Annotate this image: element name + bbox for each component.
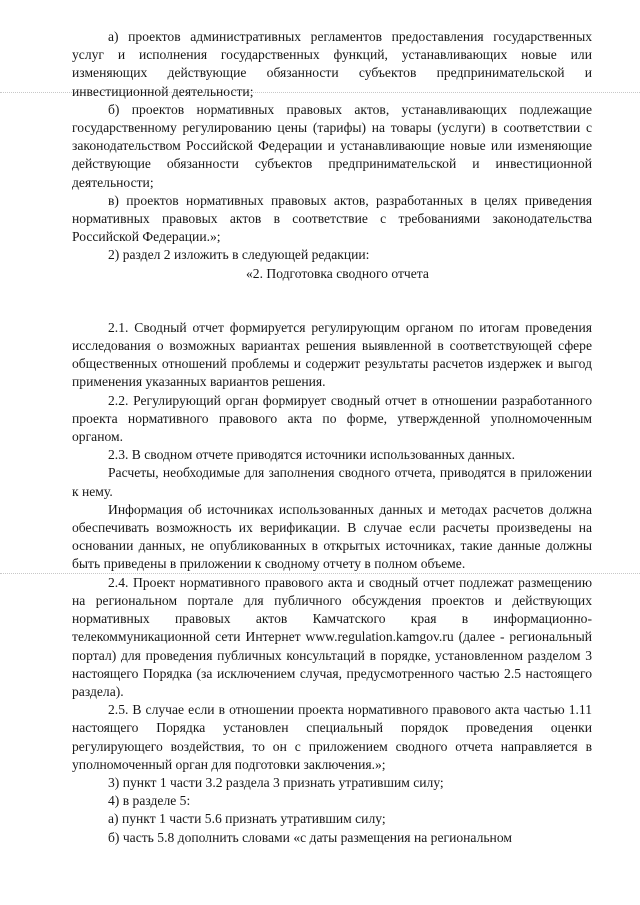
blank-line bbox=[72, 283, 592, 301]
paragraph: 3) пункт 1 части 3.2 раздела 3 признать утратившим силу; bbox=[108, 774, 444, 790]
paragraph: 2.3. В сводном отчете приводятся источники использованных данных. bbox=[108, 447, 516, 463]
paragraph: 2.2. Регулирующий орган формирует сводный отчет в отношении разработанного проекта нормативного правового акта по форме, утвержденной уполномоченным органом. bbox=[72, 392, 592, 445]
paragraph: Информация об источниках использованных данных и методах расчетов должна обеспечивать возможность их верификации. В случае если расчеты произведены на основании данных, не опубликованных в открытых источниках, такие данные должны быть приведены в приложении к сводному отчету в полном объеме. bbox=[72, 501, 592, 572]
paragraph: 4) в разделе 5: bbox=[108, 793, 191, 809]
paragraph: 2.5. В случае если в отношении проекта нормативного правового акта частью 1.11 настоящего Порядка установлен специальный порядок проведения оценки регулирующего воздействия, то он с приложением сводного отчета направляется в уполномоченный орган для подготовки заключения.»; bbox=[72, 702, 592, 772]
paragraph: Расчеты, необходимые для заполнения сводного отчета, приводятся в приложении к нему. bbox=[72, 465, 592, 499]
paragraph: б) часть 5.8 дополнить словами «с даты размещения на региональном bbox=[108, 829, 512, 845]
paragraph: а) пункт 1 части 5.6 признать утратившим силу; bbox=[108, 811, 386, 827]
section-heading: «2. Подготовка сводного отчета bbox=[246, 265, 429, 281]
paragraph: а) проектов административных регламентов предоставления государственных услуг и исполнения государственных функций, устанавливающих новые или изменяющих действующие обязанности субъектов предпринимательской и инвестиционной деятельности; bbox=[72, 29, 592, 99]
blank-line bbox=[72, 301, 592, 319]
document-body bbox=[72, 28, 592, 847]
paragraph: 2.4. Проект нормативного правового акта и сводный отчет подлежат размещению на региональном портале для публичного обсуждения проектов и действующих нормативных правовых актов Камчатского края в информационно-телекоммуникационной сети Интернет www.regulation.kamgov.ru (далее - региональный портал) для проведения публичных консультаций в порядке, установленном разделом 3 настоящего Порядка (за исключением случая, предусмотренного частью 2.5 настоящего раздела). bbox=[72, 574, 592, 699]
paragraph: 2) раздел 2 изложить в следующей редакции: bbox=[108, 247, 370, 263]
paragraph: в) проектов нормативных правовых актов, разработанных в целях приведения нормативных правовых актов в соответствие с требованиями законодательства Российской Федерации.»; bbox=[72, 192, 592, 245]
paragraph: 2.1. Сводный отчет формируется регулирующим органом по итогам проведения исследования о возможных вариантах решения выявленной в соответствующей сфере общественных отношений проблемы и содержит результаты расчетов издержек и выгод применения указанных вариантов решения. bbox=[72, 319, 592, 390]
paragraph: б) проектов нормативных правовых актов, устанавливающих подлежащие государственному регулированию цены (тарифы) на товары (услуги) в соответствии с законодательством Российской Федерации и устанавливающие новые или изменяющие действующие обязанности субъектов предпринимательской и инвестиционной деятельности; bbox=[72, 101, 592, 190]
